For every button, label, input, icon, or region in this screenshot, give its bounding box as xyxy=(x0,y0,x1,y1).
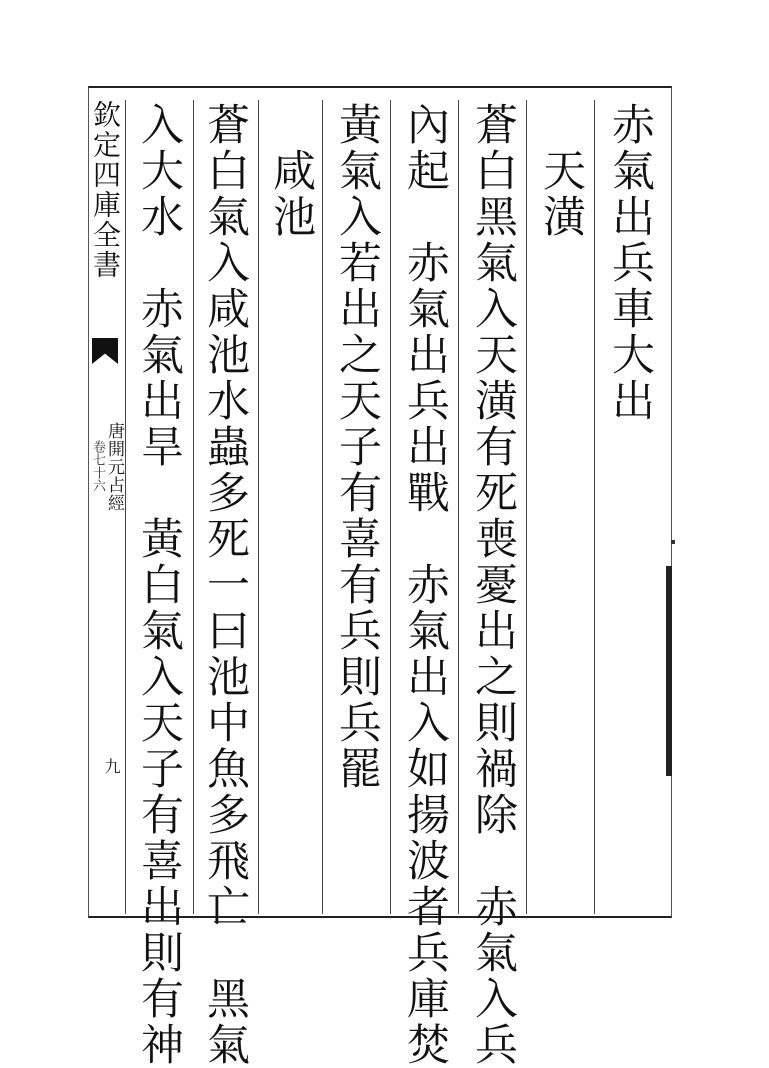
column-rule xyxy=(594,100,595,914)
source-title: 唐開元占經 xyxy=(104,422,124,512)
text-column: 赤氣出兵車大出 xyxy=(605,102,655,424)
book-title: 欽定四庫全書 xyxy=(89,100,122,280)
margin-mark xyxy=(666,566,672,776)
text-column: 內起 赤氣出兵出戰 赤氣出入如揚波者兵庫焚 xyxy=(400,102,450,1068)
text-column: 天潢 xyxy=(536,102,586,240)
margin-mark xyxy=(671,540,675,544)
text-column: 蒼白氣入咸池水蟲多死一曰池中魚多飛亡 黑氣 xyxy=(200,102,250,1068)
text-column: 黃氣入若出之天子有喜有兵則兵罷 xyxy=(332,102,382,792)
chapter-number: 卷七十六 xyxy=(90,440,105,492)
column-rule xyxy=(390,100,391,914)
column-rule xyxy=(322,100,323,914)
column-rule xyxy=(458,100,459,914)
column-rule xyxy=(258,100,259,914)
text-column: 蒼白黑氣入天潢有死喪憂出之則禍除 赤氣入兵 xyxy=(468,102,518,1068)
text-column: 咸池 xyxy=(266,102,316,240)
page-number: 九 xyxy=(102,758,121,774)
column-rule xyxy=(526,100,527,914)
text-column: 入大水 赤氣出旱 黃白氣入天子有喜出則有神 xyxy=(134,102,184,1068)
column-rule xyxy=(193,100,194,914)
